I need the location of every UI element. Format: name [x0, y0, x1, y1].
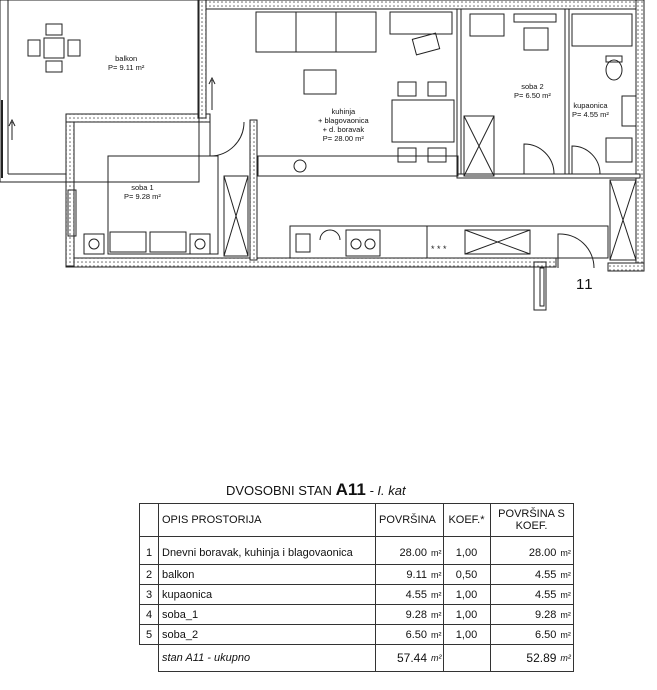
row-unit: m²	[430, 537, 443, 565]
bathtub-icon	[572, 14, 632, 46]
table-row	[140, 537, 574, 565]
row-unit: m²	[559, 625, 573, 645]
row-area: 9.11	[376, 565, 431, 585]
chairs-icon	[398, 82, 446, 162]
header-area: POVRŠINA	[376, 504, 444, 537]
wall-right	[636, 0, 644, 270]
row-area-koef: 4.55	[490, 565, 559, 585]
row-koef: 1,00	[443, 537, 490, 565]
room-name: + blagovaonica	[318, 116, 369, 125]
row-area-koef: 6.50	[490, 625, 559, 645]
row-area-koef: 28.00	[490, 537, 559, 565]
row-unit: m²	[559, 605, 573, 625]
title-floor: - I. kat	[369, 483, 406, 498]
row-name: Dnevni boravak, kuhinja i blagovaonica	[159, 537, 376, 565]
stove-icon: * * *	[431, 244, 447, 254]
room-name: soba 2	[521, 82, 544, 91]
row-unit: m²	[430, 565, 443, 585]
row-name: balkon	[159, 565, 376, 585]
row-area-koef: 4.55	[490, 585, 559, 605]
row-name: kupaonica	[159, 585, 376, 605]
row-area: 28.00	[376, 537, 431, 565]
room-name: kuhinja	[331, 107, 356, 116]
row-number: 3	[140, 585, 159, 605]
row-unit: m²	[430, 605, 443, 625]
room-label-kuhinja	[318, 107, 369, 143]
table-total-row	[140, 645, 574, 672]
row-koef: 0,50	[443, 565, 490, 585]
door-kupaonica	[572, 146, 600, 174]
row-area: 9.28	[376, 605, 431, 625]
plan-title	[226, 480, 406, 500]
wall-bottom	[66, 258, 556, 267]
row-area-koef: 9.28	[490, 605, 559, 625]
arrow-icon	[9, 120, 15, 140]
header-area-koef: POVRŠINA S KOEF.	[490, 504, 573, 537]
total-area-koef: 52.89	[490, 645, 559, 672]
table-row	[140, 585, 574, 605]
table-header	[140, 504, 574, 537]
room-label-kupaonica	[572, 101, 609, 119]
row-koef: 1,00	[443, 625, 490, 645]
row-unit: m²	[559, 537, 573, 565]
area-table	[139, 503, 574, 672]
wall-bottom-right	[608, 263, 644, 271]
room-name: + d. boravak	[322, 125, 365, 134]
header-koef: KOEF.*	[443, 504, 490, 537]
title-prefix: DVOSOBNI STAN	[226, 483, 332, 498]
room-area: P= 6.50 m²	[514, 91, 551, 100]
sink-icon	[296, 234, 310, 252]
room-area: P= 9.11 m²	[108, 63, 145, 72]
room-name: soba 1	[131, 183, 154, 192]
row-number: 1	[140, 537, 159, 565]
row-unit: m²	[430, 585, 443, 605]
row-number: 2	[140, 565, 159, 585]
wall-soba1-right	[250, 120, 257, 260]
row-koef: 1,00	[443, 605, 490, 625]
room-area: P= 4.55 m²	[572, 110, 609, 119]
row-koef: 1,00	[443, 585, 490, 605]
row-name: soba_2	[159, 625, 376, 645]
kitchen-line	[290, 226, 608, 258]
row-name: soba_1	[159, 605, 376, 625]
table-row	[140, 565, 574, 585]
soba2-desk-icon	[470, 14, 504, 36]
row-number: 5	[140, 625, 159, 645]
room-label-soba2	[514, 82, 551, 100]
room-area: P= 28.00 m²	[322, 134, 364, 143]
table-row	[140, 605, 574, 625]
wall-kupaonica-left	[565, 9, 569, 177]
dining-table-icon	[392, 100, 454, 142]
balkon-outline	[0, 0, 199, 182]
unit-number: 11	[576, 276, 594, 293]
room-area: P= 9.28 m²	[124, 192, 161, 201]
row-unit: m²	[430, 625, 443, 645]
balkon-table-icon	[28, 24, 80, 72]
arrow-icon	[209, 78, 215, 110]
table-row	[140, 625, 574, 645]
toilet-icon	[606, 60, 622, 80]
wall-top	[198, 0, 643, 9]
floor-plan	[0, 0, 657, 320]
door-soba1	[210, 122, 244, 156]
row-unit: m²	[559, 565, 573, 585]
row-unit: m²	[559, 585, 573, 605]
room-label-soba1	[124, 183, 161, 201]
coffee-table-icon	[304, 70, 336, 94]
entrance-door	[558, 234, 594, 268]
row-area: 4.55	[376, 585, 431, 605]
total-unit: m²	[559, 645, 573, 672]
header-name: OPIS PROSTORIJA	[159, 504, 376, 537]
washbasin-icon	[622, 96, 636, 126]
total-area: 57.44	[376, 645, 431, 672]
sofa-icon	[256, 12, 376, 52]
desk-icon	[390, 12, 452, 34]
room-name: kupaonica	[573, 101, 608, 110]
row-number: 4	[140, 605, 159, 625]
room-name: balkon	[115, 54, 138, 63]
title-code: A11	[335, 480, 366, 499]
wall-soba2-left	[457, 9, 461, 177]
room-label-balkon	[108, 54, 144, 72]
total-name: stan A11 - ukupno	[159, 645, 376, 672]
wall-soba1-top	[66, 114, 210, 122]
row-area: 6.50	[376, 625, 431, 645]
door-soba2	[524, 144, 554, 174]
total-unit: m²	[430, 645, 443, 672]
